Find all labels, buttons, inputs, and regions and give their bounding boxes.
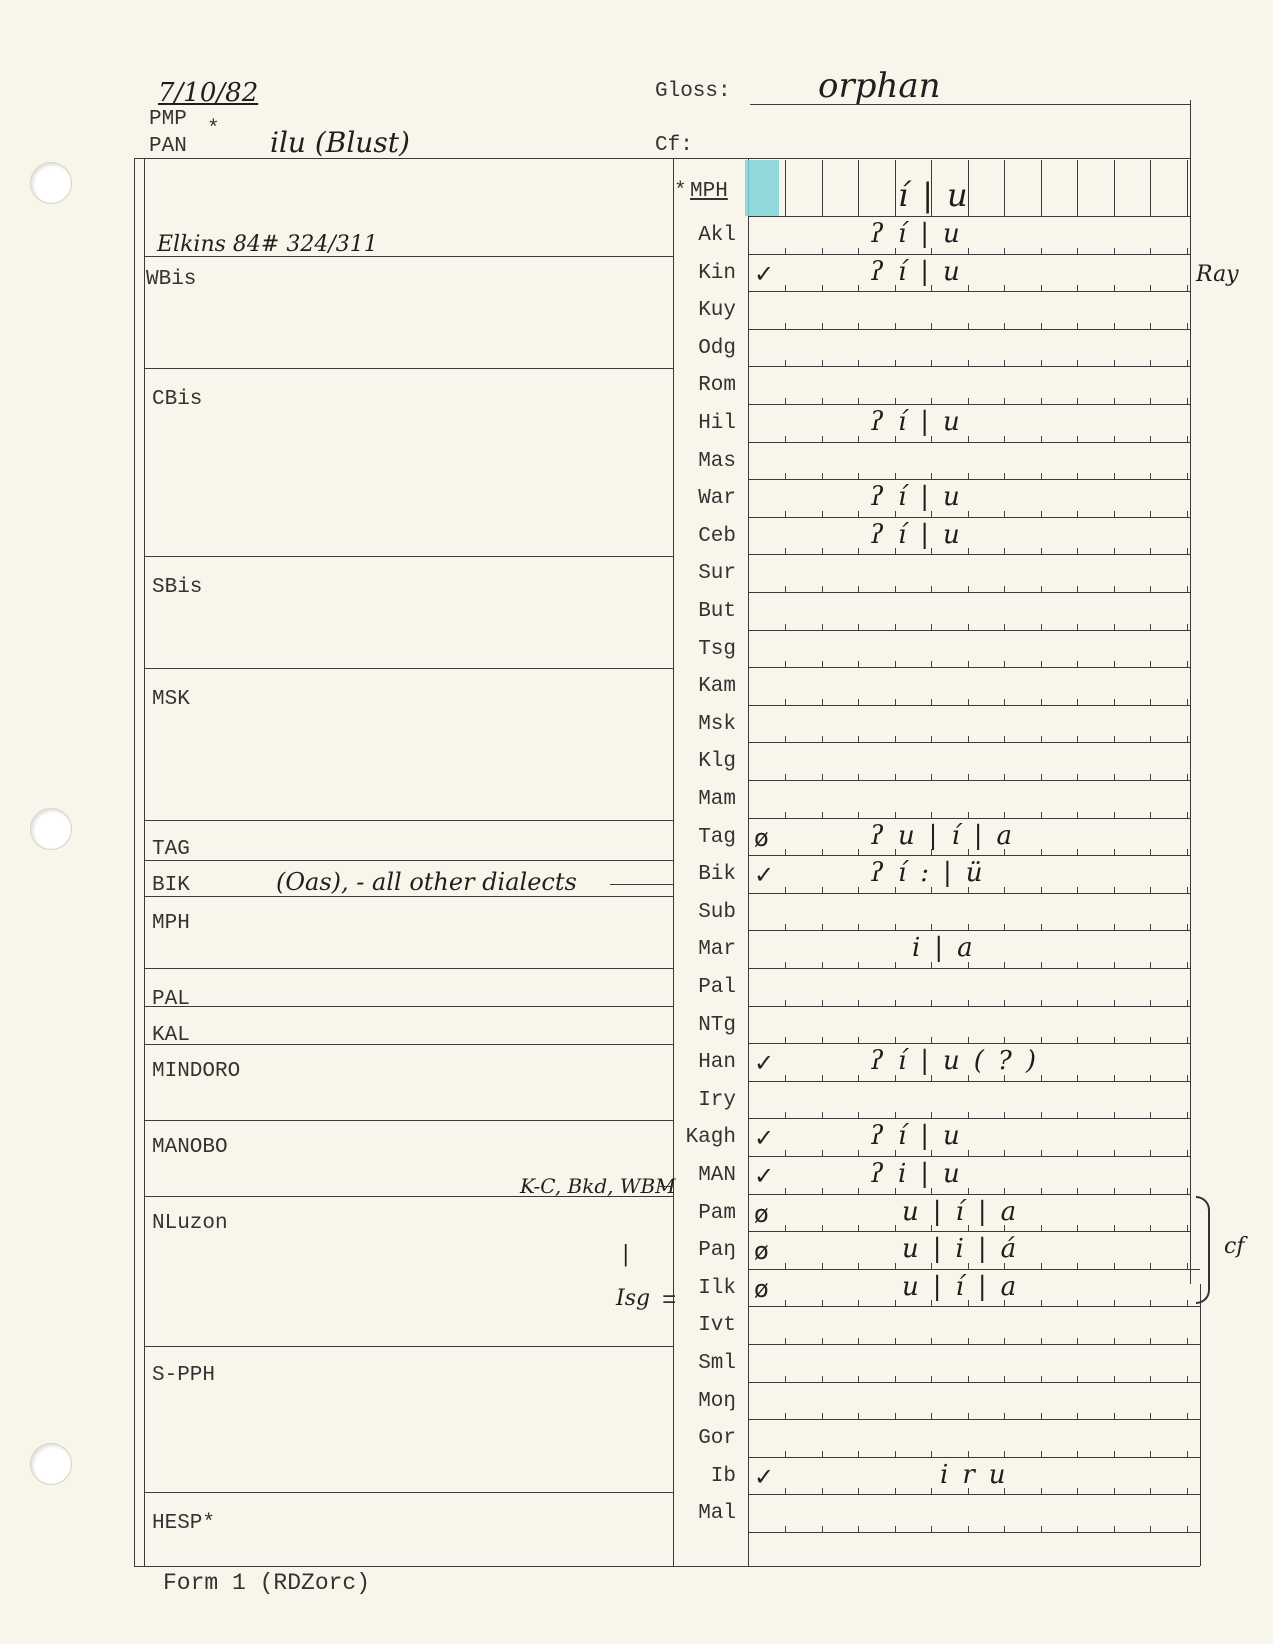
form-akl: ʔí|u bbox=[870, 219, 974, 249]
lang-code-ib: Ib bbox=[710, 1464, 736, 1488]
form-han: ʔí|u(?) bbox=[870, 1046, 1050, 1077]
group-hesp: HESP* bbox=[152, 1512, 216, 1535]
isg-note: Isg bbox=[616, 1286, 651, 1311]
group-msk: MSK bbox=[152, 688, 190, 711]
form-mar: i|a bbox=[912, 933, 987, 964]
form-ib: iru bbox=[940, 1459, 1020, 1490]
lang-code-msk: Msk bbox=[698, 712, 736, 736]
group-nluzon: NLuzon bbox=[152, 1212, 228, 1235]
lang-code-mas: Mas bbox=[698, 449, 736, 473]
cf-brace bbox=[1196, 1196, 1210, 1304]
isg-equals: = bbox=[662, 1288, 677, 1315]
check-mark-kin: ✓ bbox=[754, 259, 775, 288]
group-mindoro: MINDORO bbox=[152, 1060, 241, 1083]
check-mark-han: ✓ bbox=[754, 1049, 775, 1078]
lang-code-kin: Kin bbox=[698, 261, 736, 285]
lang-code-moŋ: Moŋ bbox=[698, 1389, 736, 1413]
check-mark-paŋ: ø bbox=[754, 1237, 769, 1266]
check-mark-ilk: ø bbox=[754, 1274, 769, 1303]
lang-code-paŋ: Paŋ bbox=[698, 1239, 736, 1263]
source-note: Elkins 84# 324/311 bbox=[157, 232, 378, 257]
check-mark-pam: ø bbox=[754, 1199, 769, 1228]
form-pam: u|í|a bbox=[902, 1196, 1031, 1227]
lang-code-mal: Mal bbox=[698, 1502, 736, 1526]
lang-code-mar: Mar bbox=[698, 938, 736, 962]
check-mark-man: ✓ bbox=[754, 1162, 775, 1190]
lang-code-sur: Sur bbox=[698, 562, 736, 586]
lang-code-ceb: Ceb bbox=[698, 524, 736, 548]
lang-code-tag: Tag bbox=[698, 825, 736, 849]
date: 7/10/82 bbox=[158, 78, 259, 108]
lang-code-rom: Rom bbox=[698, 374, 736, 398]
note-cf: cf bbox=[1224, 1234, 1245, 1259]
lang-code-tsg: Tsg bbox=[698, 637, 736, 661]
lang-code-akl: Akl bbox=[698, 224, 736, 247]
reconstruction: ilu (Blust) bbox=[270, 126, 410, 159]
lang-code-pal: Pal bbox=[698, 976, 736, 999]
form-kin: ʔí|u bbox=[870, 256, 974, 287]
group-cbis: CBis bbox=[152, 388, 203, 411]
group-kal: KAL bbox=[152, 1024, 190, 1047]
mph-label: MPH bbox=[690, 180, 728, 203]
form-man: ʔi|u bbox=[870, 1159, 974, 1189]
gloss-value: orphan bbox=[818, 66, 941, 106]
lang-code-hil: Hil bbox=[698, 412, 736, 435]
lang-code-ntg: NTg bbox=[698, 1013, 736, 1037]
group-bik: BIK bbox=[152, 874, 190, 897]
proto-star: * bbox=[207, 118, 220, 141]
isg-mark: | bbox=[622, 1242, 630, 1267]
form-ceb: ʔí|u bbox=[870, 519, 974, 550]
bik-note: (Oas), - all other dialects bbox=[276, 868, 577, 896]
group-mph: MPH bbox=[152, 912, 190, 935]
lang-code-mam: Mam bbox=[698, 788, 736, 811]
lang-code-pam: Pam bbox=[698, 1201, 736, 1225]
group-sbis: SBis bbox=[152, 576, 203, 599]
group-tag: TAG bbox=[152, 838, 190, 861]
lang-code-war: War bbox=[698, 487, 736, 511]
lang-code-han: Han bbox=[698, 1051, 736, 1075]
lang-code-sml: Sml bbox=[698, 1352, 736, 1375]
lang-code-klg: Klg bbox=[698, 750, 736, 774]
lang-code-iry: Iry bbox=[698, 1088, 736, 1112]
form-hil: ʔí|u bbox=[870, 407, 974, 437]
form-paŋ: u|i|á bbox=[902, 1234, 1031, 1265]
group-pal: PAL bbox=[152, 988, 190, 1011]
check-mark-kagh: ✓ bbox=[754, 1124, 775, 1153]
form-tag: ʔu|í|a bbox=[870, 820, 1027, 851]
mph-star: * bbox=[674, 180, 687, 203]
form-bik: ʔí:|ü bbox=[870, 858, 997, 889]
binder-hole-top bbox=[30, 162, 72, 204]
note-ray: Ray bbox=[1196, 262, 1239, 287]
proto-label-pan: PAN bbox=[149, 135, 187, 158]
form-war: ʔí|u bbox=[870, 482, 974, 513]
binder-hole-bottom bbox=[30, 1443, 72, 1485]
lang-code-ilk: Ilk bbox=[698, 1276, 736, 1300]
proto-label-pmp: PMP bbox=[149, 108, 187, 131]
form-kagh: ʔí|u bbox=[870, 1121, 974, 1152]
group-wbis: WBis bbox=[146, 268, 197, 291]
binder-hole-middle bbox=[30, 808, 72, 850]
lang-code-bik: Bik bbox=[698, 863, 736, 887]
form-footer: Form 1 (RDZorc) bbox=[163, 1570, 371, 1596]
lang-code-gor: Gor bbox=[698, 1427, 736, 1451]
form-ilk: u|í|a bbox=[902, 1271, 1031, 1302]
group-s-pph: S-PPH bbox=[152, 1364, 216, 1387]
lang-code-man: MAN bbox=[698, 1164, 736, 1187]
check-mark-bik: ✓ bbox=[754, 861, 775, 890]
group-manobo: MANOBO bbox=[152, 1136, 228, 1159]
lang-code-but: But bbox=[698, 600, 736, 623]
lang-code-kagh: Kagh bbox=[685, 1126, 736, 1150]
lang-code-sub: Sub bbox=[698, 900, 736, 924]
highlight-marker bbox=[745, 160, 779, 216]
mph-form: í|u bbox=[898, 176, 982, 214]
lang-code-kuy: Kuy bbox=[698, 299, 736, 323]
gloss-label: Gloss: bbox=[655, 80, 731, 103]
check-mark-tag: ø bbox=[754, 823, 769, 852]
cf-label: Cf: bbox=[655, 134, 693, 157]
man-note: K-C, Bkd, WBM bbox=[520, 1174, 676, 1198]
check-mark-ib: ✓ bbox=[754, 1462, 775, 1491]
lang-code-odg: Odg bbox=[698, 336, 736, 360]
lang-code-ivt: Ivt bbox=[698, 1314, 736, 1338]
lang-code-kam: Kam bbox=[698, 675, 736, 699]
